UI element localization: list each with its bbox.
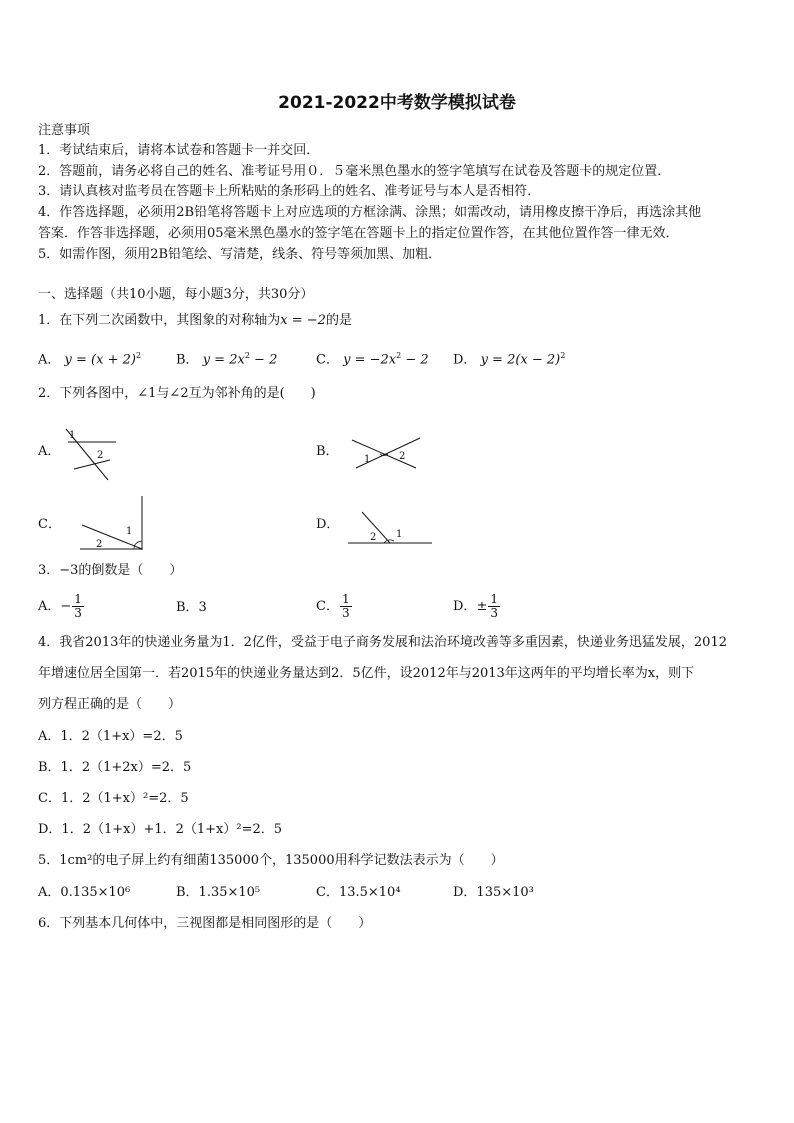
- angle-label-1: 1: [69, 430, 76, 441]
- q5-option-b: B．1.35×10⁵: [176, 885, 261, 900]
- notice-item: 2．答题前，请务必将自己的姓名、准考证号用０．５毫米黑色墨水的签字笔填写在试卷及答题卡的规定位置．: [38, 164, 671, 179]
- angle-label-2: 2: [399, 451, 406, 462]
- q2-figure-d: [344, 508, 434, 548]
- q2-figure-b: [350, 436, 422, 472]
- question-4-line: 4．我省2013年的快递业务量为1．2亿件，受益于电子商务发展和法治环境改善等多重因素，快递业务迅猛发展，2012: [38, 635, 727, 650]
- question-6-stem: 6．下列基本几何体中，三视图都是相同图形的是（ ）: [38, 916, 372, 931]
- question-3-stem: 3．−3的倒数是（ ）: [38, 563, 183, 578]
- page-title: 2021-2022中考数学模拟试卷: [278, 93, 516, 113]
- notice-item: 4．作答选择题，必须用2B铅笔将答题卡上对应选项的方框涂满、涂黑；如需改动，请用橡皮擦干净后，再选涂其他: [38, 205, 702, 220]
- q4-option-d: D．1．2（1+x）+1．2（1+x）²=2．5: [38, 822, 283, 837]
- q2-figure-c: [76, 494, 148, 552]
- section-heading: 一、选择题（共10小题，每小题3分，共30分）: [38, 287, 314, 302]
- question-2-stem: 2．下列各图中，∠1与∠2互为邻补角的是( ): [38, 386, 316, 401]
- q1-option-a: A． $y = (x + 2)^2$: [38, 351, 142, 368]
- question-5-stem: 5．1cm²的电子屏上约有细菌135000个，135000用科学记数法表示为（ ）: [38, 853, 504, 868]
- q5-option-c: C．13.5×10⁴: [316, 885, 401, 900]
- angle-label-2: 2: [370, 532, 377, 543]
- q1-option-d: D． $y = 2(x - 2)^2$: [453, 351, 566, 368]
- q1-option-c: C． $y = -2x^2 - 2$: [316, 351, 429, 368]
- question-1-stem: 1．在下列二次函数中，其图象的对称轴为x = −2的是: [38, 313, 352, 328]
- notice-heading: 注意事项: [38, 123, 91, 138]
- angle-label-1: 1: [364, 454, 371, 465]
- q2-option-a-label: A．: [38, 444, 61, 459]
- q5-option-a: A．0.135×10⁶: [38, 885, 131, 900]
- q4-option-b: B．1．2（1+2x）=2．5: [38, 760, 192, 775]
- q1-option-b: B． $y = 2x^2 - 2$: [176, 351, 278, 368]
- q2-option-b-label: B．: [316, 444, 339, 459]
- q3-option-a: A．− $\frac{1}{3}$: [38, 592, 82, 620]
- question-4-line: 列方程正确的是（ ）: [38, 697, 182, 712]
- notice-item: 3．请认真核对监考员在答题卡上所粘贴的条形码上的姓名、准考证号与本人是否相符．: [38, 184, 541, 199]
- q3-option-b: B．3: [176, 600, 207, 615]
- q3-option-d: D．± $\frac{1}{3}$: [453, 592, 498, 620]
- angle-label-1: 1: [396, 529, 403, 540]
- notice-item: 答案．作答非选择题，必须用05毫米黑色墨水的签字笔在答题卡上的指定位置作答，在其他位置作答一律无效．: [38, 226, 679, 241]
- q5-option-d: D．135×10³: [453, 885, 534, 900]
- angle-label-2: 2: [96, 539, 103, 550]
- angle-label-2: 2: [97, 450, 104, 461]
- q2-option-c-label: C．: [38, 517, 61, 532]
- q2-option-d-label: D．: [316, 517, 340, 532]
- q4-option-c: C．1．2（1+x）²=2．5: [38, 791, 189, 806]
- angle-label-1: 1: [126, 526, 133, 537]
- notice-item: 5．如需作图，须用2B铅笔绘、写清楚，线条、符号等须加黑、加粗．: [38, 247, 442, 262]
- q4-option-a: A．1．2（1+x）=2．5: [38, 729, 183, 744]
- q2-figure-a: [60, 422, 120, 484]
- notice-item: 1．考试结束后，请将本试卷和答题卡一并交回．: [38, 143, 320, 158]
- question-4-line: 年增速位居全国第一．若2015年的快递业务量达到2．5亿件，设2012年与2013年这两年的平均增长率为x，则下: [38, 666, 695, 681]
- q3-option-c: C． $\frac{1}{3}$: [316, 592, 350, 620]
